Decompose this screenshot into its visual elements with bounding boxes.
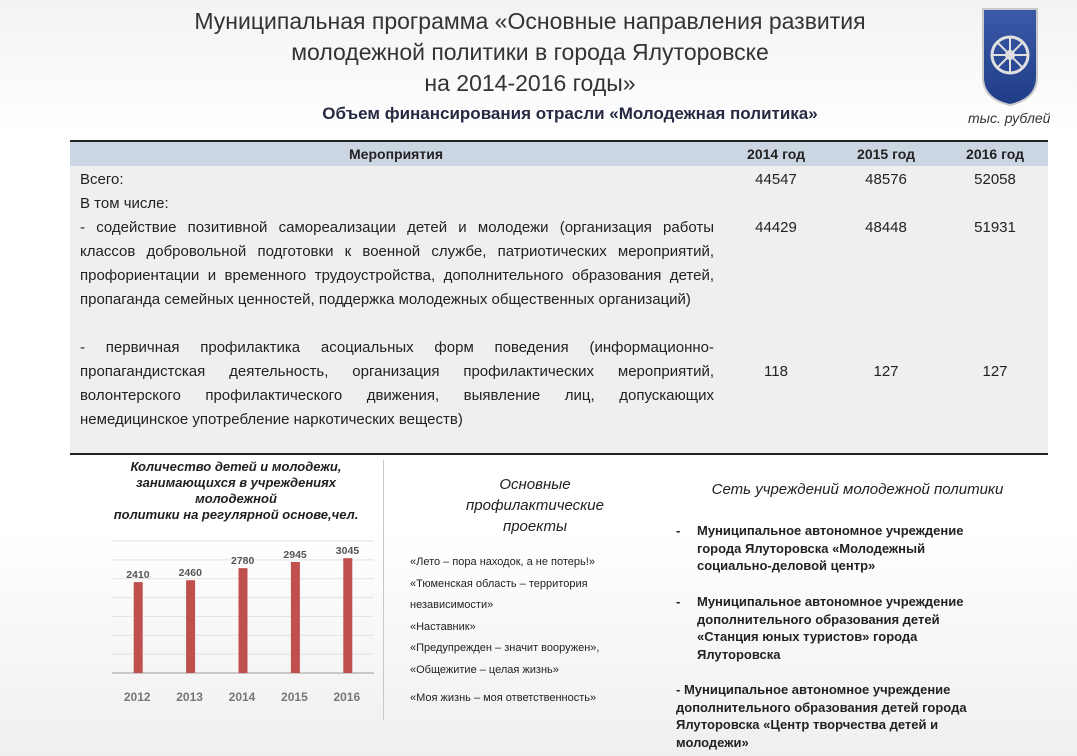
project-item: «Наставник» xyxy=(410,620,476,633)
table-header xyxy=(70,142,1048,166)
including-label: В том числе: xyxy=(80,195,169,212)
institution-2 xyxy=(697,593,1017,663)
total-label: Всего: xyxy=(80,171,124,188)
project-item: «Лето – пора находок, а не потерь!» xyxy=(410,556,595,568)
header-2016: 2016 год xyxy=(966,146,1024,162)
total-2016: 52058 xyxy=(974,171,1016,188)
institution-1 xyxy=(697,522,1017,575)
participants-bar-chart xyxy=(108,533,378,709)
coat-of-arms-icon xyxy=(981,7,1039,107)
institution-2-dash: - xyxy=(676,594,681,609)
chart-title-line-2: занимающихся в учреждениях xyxy=(135,475,337,490)
row2-2014: 118 xyxy=(764,363,788,380)
total-2015: 48576 xyxy=(865,171,907,188)
row1-2014: 44429 xyxy=(755,219,797,236)
chart-bar xyxy=(291,562,300,673)
table-title: Объем финансирования отрасли «Молодежная политика» xyxy=(322,104,818,123)
chart-data-label: 3045 xyxy=(335,545,360,558)
chart-tick-label: 2015 xyxy=(281,690,308,704)
inst1-line: социально-деловой центр» xyxy=(697,558,876,573)
chart-title-line-3: молодежной xyxy=(195,491,277,506)
network-title: Сеть учреждений молодежной политики xyxy=(711,481,1004,498)
row2-2015: 127 xyxy=(873,363,899,380)
projects-list xyxy=(410,552,650,710)
chart-tick-label: 2014 xyxy=(228,690,256,704)
inst2-line: Муниципальное автономное учреждение xyxy=(697,594,964,609)
row2-text: - первичная профилактика асоциальных форм поведения (информационно-пропагандистская деятельность, организация профилактических мероприятий, волонтерского профилактического движения, выявление лиц, допускающих немедицинское употребление наркотических веществ) xyxy=(80,339,714,428)
chart-data-label: 2410 xyxy=(126,569,150,582)
chart-tick-label: 2013 xyxy=(176,690,203,704)
inst3-line: - Муниципальное автономное учреждение xyxy=(676,682,951,697)
chart-tick-label: 2012 xyxy=(123,690,151,704)
chart-title-line-4: политики на регулярной основе,чел. xyxy=(113,507,359,522)
header-activities: Мероприятия xyxy=(349,146,443,162)
inst2-line: дополнительного образования детей xyxy=(697,611,940,627)
inst1-line: города Ялуторовска «Молодежный xyxy=(697,540,926,556)
inst2-line: «Станция юных туристов» города xyxy=(697,629,918,644)
institution-1-dash: - xyxy=(676,523,681,538)
project-item: «Моя жизнь – моя ответственность» xyxy=(410,692,597,704)
total-2014: 44547 xyxy=(755,171,797,188)
inst1-line: Муниципальное автономное учреждение xyxy=(697,523,964,538)
page-title xyxy=(120,6,940,99)
title-line-1: Муниципальная программа «Основные направления развития xyxy=(194,8,866,34)
project-item: «Предупрежден – значит вооружен», xyxy=(410,642,600,654)
chart-data-label: 2460 xyxy=(178,567,202,580)
row1-2015: 48448 xyxy=(865,219,907,236)
projects-title: Основные профилактические проекты xyxy=(466,476,604,535)
project-item: «Общежитие – целая жизнь» xyxy=(410,663,559,676)
title-line-3: на 2014-2016 годы» xyxy=(424,70,636,96)
chart-title-line-1: Количество детей и молодежи, xyxy=(130,459,342,474)
chart-bar xyxy=(134,582,143,673)
header-2015: 2015 год xyxy=(857,146,915,162)
row2-2016: 127 xyxy=(982,363,1008,380)
chart-bar xyxy=(343,558,352,673)
inst2-line: Ялуторовска xyxy=(697,646,781,662)
chart-bar xyxy=(239,568,248,673)
title-line-2: молодежной политики в города Ялуторовске xyxy=(291,39,769,65)
project-item: независимости» xyxy=(410,599,494,611)
row1-2016: 51931 xyxy=(974,219,1016,236)
chart-data-label: 2945 xyxy=(283,548,307,561)
inst3-line: молодежи» xyxy=(676,734,749,750)
chart-title xyxy=(96,459,376,523)
financing-table xyxy=(70,140,1048,455)
inst3-line: Ялуторовска «Центр творчества детей и xyxy=(676,717,939,732)
institution-3 xyxy=(676,681,1021,751)
header-2014: 2014 год xyxy=(747,146,805,162)
chart-tick-label: 2016 xyxy=(333,690,361,704)
project-item: «Тюменская область – территория xyxy=(410,577,588,590)
units-label: тыс. рублей xyxy=(968,110,1051,126)
row1-text: - содействие позитивной самореализации детей и молодежи (организация работы классов добровольной подготовки к военной службе, патриотических мероприятий, профориентации и временного трудоустройства, дополнительного образования детей, пропаганда семейных ценностей, поддержка молодежных общественных организаций) xyxy=(80,219,714,308)
chart-data-label: 2780 xyxy=(231,555,255,568)
inst3-line: дополнительного образования детей города xyxy=(676,699,967,715)
chart-bar xyxy=(186,580,195,673)
section-divider xyxy=(383,460,384,720)
